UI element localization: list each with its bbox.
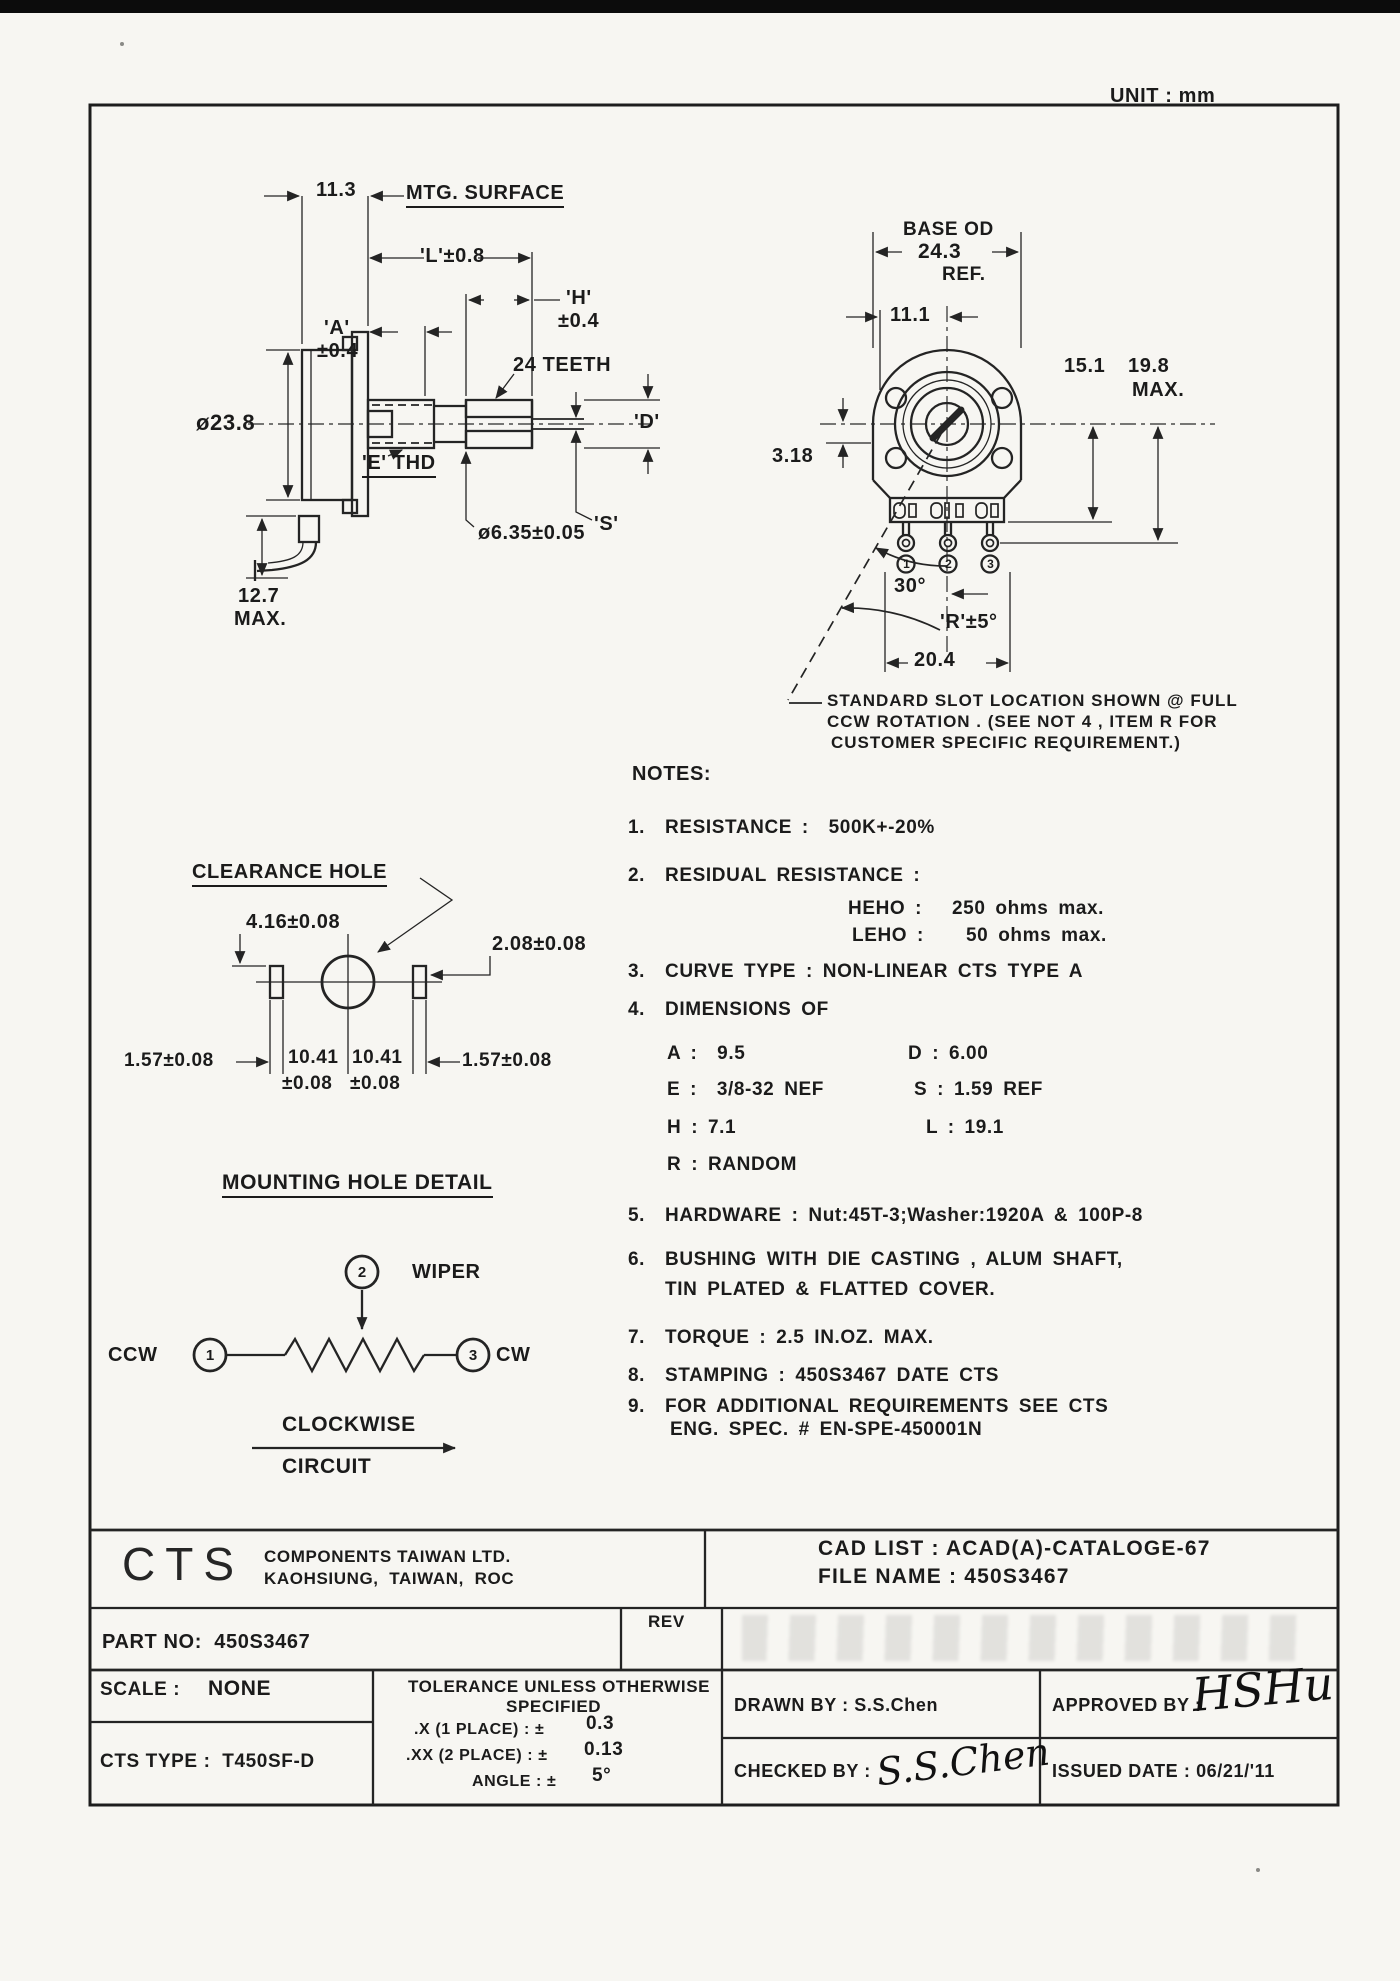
dim-10-41-a-tol: ±0.08 (282, 1073, 333, 1094)
terminal-2-badge: 2 (945, 557, 952, 571)
file-name: FILE NAME : 450S3467 (818, 1565, 1070, 1588)
note-6-text: BUSHING WITH DIE CASTING , ALUM SHAFT, (665, 1249, 1123, 1270)
note-2-number: 2. (628, 865, 646, 886)
scale-value: NONE (208, 1677, 272, 1700)
dim-1-57-right: 1.57±0.08 (462, 1050, 552, 1071)
note-8-text: STAMPING : 450S3467 DATE CTS (665, 1365, 1000, 1386)
dim-10-41-b: 10.41 (352, 1047, 403, 1068)
note-1-text: RESISTANCE : 500K+-20% (665, 817, 935, 838)
note-4-text: DIMENSIONS OF (665, 999, 829, 1020)
tolerance-angle-label: ANGLE : ± (472, 1773, 557, 1790)
note-4-dim-l: L : 19.1 (926, 1117, 1004, 1138)
clockwise-label: CLOCKWISE (282, 1413, 416, 1436)
dim-R: 'R'±5° (940, 611, 998, 633)
tolerance-x-label: .X (1 PLACE) : ± (414, 1721, 545, 1738)
dim-11-1: 11.1 (890, 304, 931, 326)
note-3-number: 3. (628, 961, 646, 982)
note-9-text: FOR ADDITIONAL REQUIREMENTS SEE CTS (665, 1396, 1109, 1417)
approved-signature: HSHu (1189, 1655, 1336, 1723)
note-2-leho-value: 50 ohms max. (966, 925, 1107, 946)
erased-stamp (742, 1615, 1302, 1661)
wiper-label: WIPER (412, 1261, 481, 1283)
tolerance-x-value: 0.3 (586, 1713, 615, 1734)
dim-A-tol: ±0.4 (317, 340, 359, 362)
note-7-text: TORQUE : 2.5 IN.OZ. MAX. (665, 1327, 934, 1348)
thread-label: 'E' THD (362, 453, 436, 478)
part-no: PART NO: 450S3467 (102, 1631, 311, 1653)
note-4-dim-a: A : 9.5 (667, 1043, 746, 1064)
cts-type: CTS TYPE : T450SF-D (100, 1751, 315, 1772)
tolerance-line2: SPECIFIED (506, 1697, 602, 1716)
mounting-hole-title: MOUNTING HOLE DETAIL (222, 1172, 493, 1198)
cad-list: CAD LIST : ACAD(A)-CATALOGE-67 (818, 1537, 1211, 1560)
note-6-number: 6. (628, 1249, 646, 1270)
checked-by-label: CHECKED BY : (734, 1761, 871, 1781)
note-5-text: HARDWARE : Nut:45T-3;Washer:1920A & 100P-8 (665, 1205, 1143, 1226)
dim-12-7: 12.7 (238, 585, 280, 607)
dim-20-4: 20.4 (914, 649, 956, 671)
dim-2-08: 2.08±0.08 (492, 933, 587, 955)
note-9-text2: ENG. SPEC. # EN-SPE-450001N (670, 1419, 983, 1440)
cw-label: CW (496, 1344, 531, 1366)
company-line1: COMPONENTS TAIWAN LTD. (264, 1547, 511, 1566)
note-3-text: CURVE TYPE : NON-LINEAR CTS TYPE A (665, 961, 1084, 982)
dim-19-8-max: MAX. (1132, 379, 1185, 401)
mounting-hole-drawing (232, 878, 490, 1074)
base-od-label: BASE OD (903, 219, 994, 240)
note-4-number: 4. (628, 999, 646, 1020)
dim-12-7-max: MAX. (234, 608, 287, 630)
issued-date: ISSUED DATE : 06/21/'11 (1052, 1761, 1275, 1781)
scale-label: SCALE : (100, 1679, 181, 1700)
rev-label: REV (648, 1612, 685, 1631)
dim-19-8: 19.8 (1128, 355, 1170, 377)
clearance-hole-label: CLEARANCE HOLE (192, 862, 387, 887)
note-4-dim-d: D : 6.00 (908, 1043, 989, 1064)
dim-L: 'L'±0.8 (420, 245, 485, 267)
dim-15-1: 15.1 (1064, 355, 1106, 377)
note-4-dim-e: E : 3/8-32 NEF (667, 1079, 824, 1100)
note-6-text2: TIN PLATED & FLATTED COVER. (665, 1279, 996, 1300)
dim-10-41-a: 10.41 (288, 1047, 339, 1068)
ccw-label: CCW (108, 1344, 158, 1366)
note-4-dim-h: H : 7.1 (667, 1117, 737, 1138)
dim-10-41-b-tol: ±0.08 (350, 1073, 401, 1094)
dim-A: 'A' (324, 317, 350, 339)
circuit-terminal-1: 1 (205, 1347, 215, 1364)
tolerance-xx-value: 0.13 (584, 1739, 624, 1760)
tolerance-angle-value: 5° (592, 1765, 612, 1786)
dim-30deg: 30° (894, 575, 927, 597)
note-9-number: 9. (628, 1396, 646, 1417)
cts-logo: CTS (122, 1538, 244, 1590)
tolerance-xx-label: .XX (2 PLACE) : ± (406, 1747, 548, 1764)
slot-note-line2: CCW ROTATION . (SEE NOT 4 , ITEM R FOR (827, 712, 1218, 731)
note-1-number: 1. (628, 817, 646, 838)
mtg-surface-label: MTG. SURFACE (406, 183, 564, 208)
terminal-1-badge: 1 (903, 557, 910, 571)
dim-S: 'S' (594, 513, 619, 535)
dim-11-3: 11.3 (316, 179, 357, 201)
note-2-text: RESIDUAL RESISTANCE : (665, 865, 921, 886)
checked-signature: S.S.Chen (873, 1729, 1053, 1795)
dim-4-16: 4.16±0.08 (246, 911, 341, 933)
note-2-leho-label: LEHO : (852, 925, 924, 946)
slot-note-line3: CUSTOMER SPECIFIC REQUIREMENT.) (831, 733, 1181, 752)
circuit-terminal-2: 2 (357, 1264, 367, 1281)
front-view-drawing (788, 232, 1215, 703)
dim-1-57-left: 1.57±0.08 (124, 1050, 214, 1071)
approved-by-label: APPROVED BY : (1052, 1695, 1202, 1715)
teeth-label: 24 TEETH (513, 354, 612, 376)
tolerance-line1: TOLERANCE UNLESS OTHERWISE (408, 1677, 711, 1696)
circuit-terminal-3: 3 (468, 1347, 478, 1364)
circuit-label: CIRCUIT (282, 1455, 372, 1478)
unit-label: UNIT : mm (1110, 85, 1216, 107)
note-2-heho-value: 250 ohms max. (952, 898, 1105, 919)
note-4-dim-s: S : 1.59 REF (914, 1079, 1044, 1100)
dia-shaft: ø6.35±0.05 (478, 522, 586, 544)
notes-heading: NOTES: (632, 763, 712, 785)
note-8-number: 8. (628, 1365, 646, 1386)
note-7-number: 7. (628, 1327, 646, 1348)
dim-H-tol: ±0.4 (558, 310, 600, 332)
base-od-value: 24.3 (918, 240, 962, 263)
slot-note-line1: STANDARD SLOT LOCATION SHOWN @ FULL (827, 691, 1238, 710)
note-2-heho-label: HEHO : (848, 898, 923, 919)
dim-D: 'D' (634, 411, 660, 433)
dim-H: 'H' (566, 287, 592, 309)
terminal-3-badge: 3 (987, 557, 994, 571)
note-4-dim-r: R : RANDOM (667, 1154, 798, 1175)
dim-3-18: 3.18 (772, 445, 814, 467)
company-line2: KAOHSIUNG, TAIWAN, ROC (264, 1569, 515, 1588)
drawn-by: DRAWN BY : S.S.Chen (734, 1695, 939, 1715)
base-od-ref: REF. (942, 264, 986, 285)
note-5-number: 5. (628, 1205, 646, 1226)
dia-body: ø23.8 (196, 410, 256, 435)
